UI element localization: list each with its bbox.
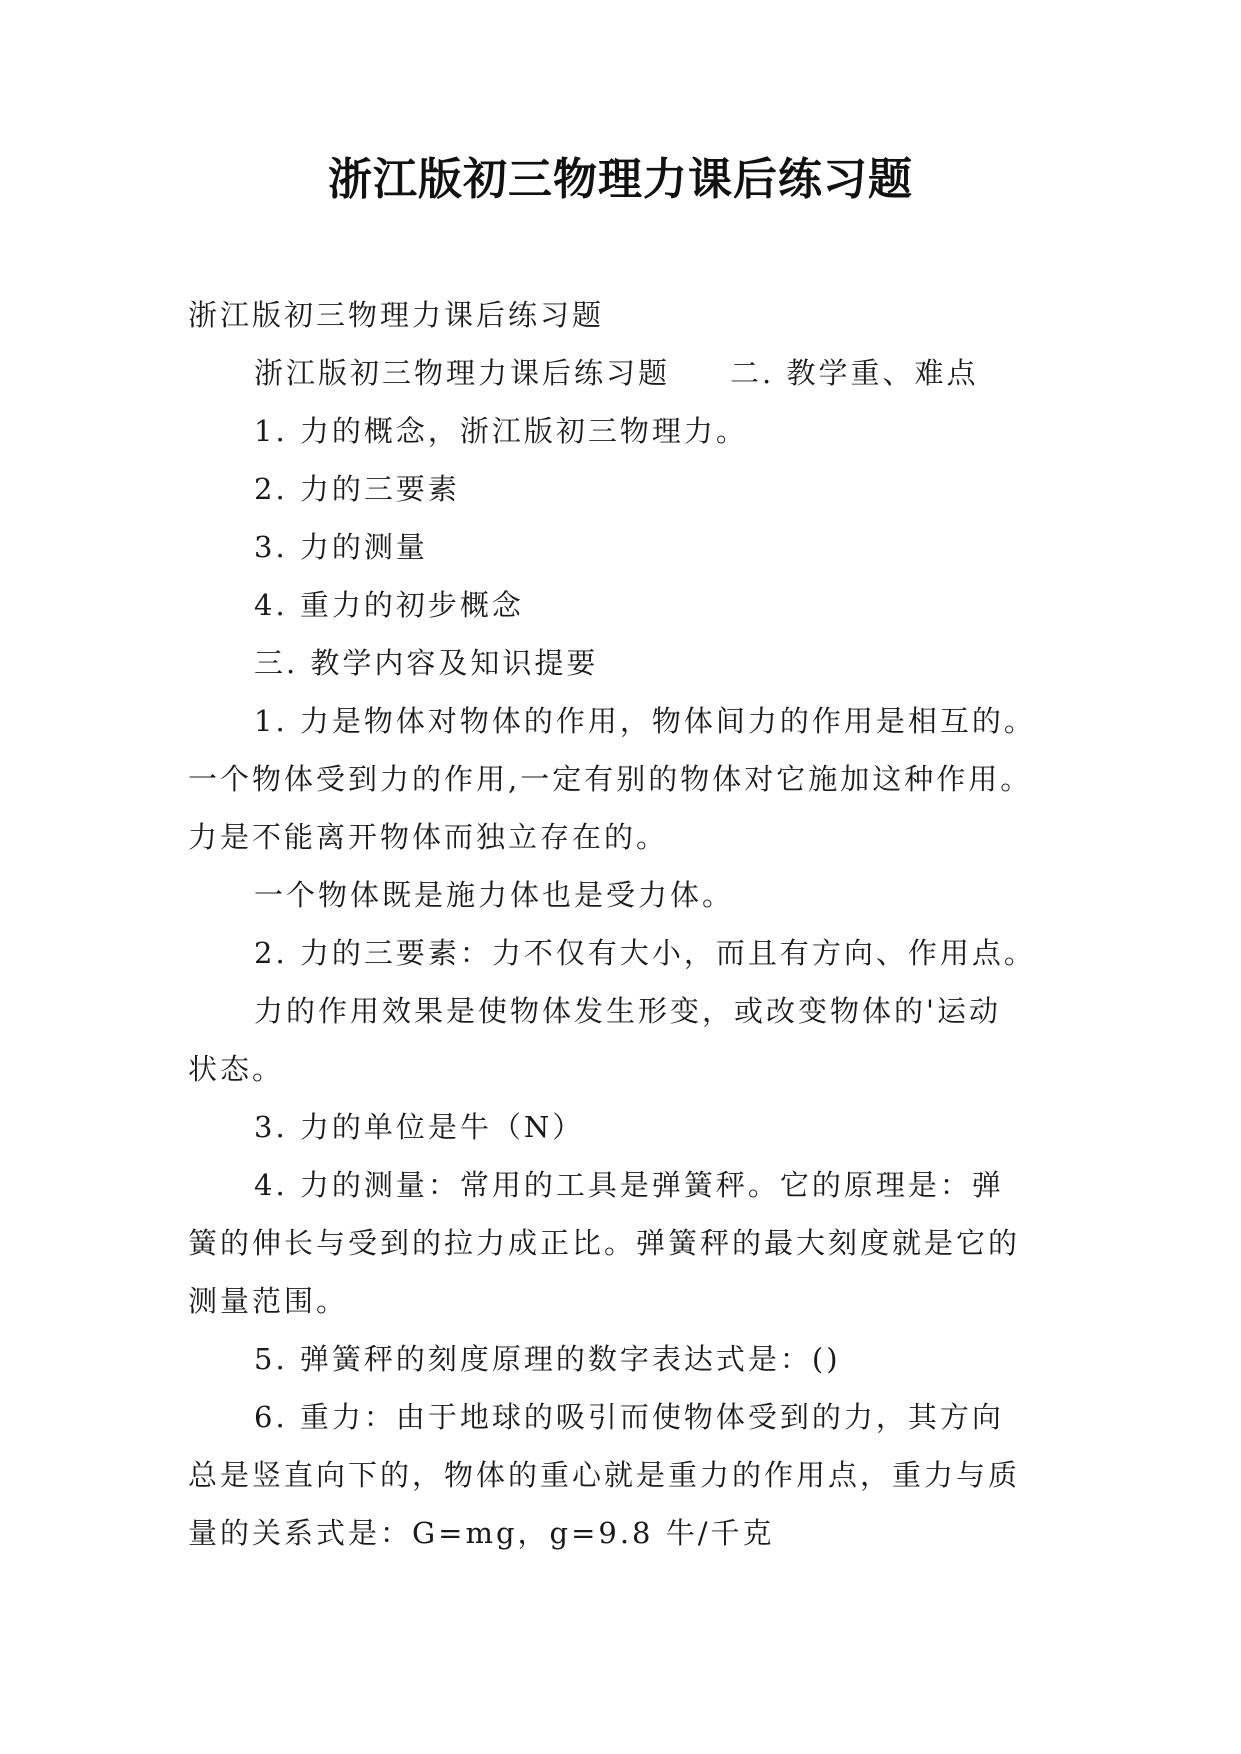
document-title: 浙江版初三物理力课后练习题 <box>328 154 913 205</box>
text-line: 3. 力的单位是牛（N） <box>254 1110 585 1144</box>
text-line: 6. 重力：由于地球的吸引而使物体受到的力，其方向 <box>254 1400 1004 1434</box>
text-line: 1. 力是物体对物体的作用，物体间力的作用是相互的。 <box>254 704 1036 738</box>
text-line: 簧的伸长与受到的拉力成正比。弹簧秤的最大刻度就是它的 <box>188 1226 1021 1260</box>
text-line: 状态。 <box>188 1052 285 1086</box>
text-line: 一个物体既是施力体也是受力体。 <box>254 878 735 912</box>
text-line: 三. 教学内容及知识提要 <box>254 646 599 680</box>
text-line: 3. 力的测量 <box>254 530 428 564</box>
text-line: 一个物体受到力的作用,一定有别的物体对它施加这种作用。 <box>188 762 1033 796</box>
text-line: 2. 力的三要素：力不仅有大小，而且有方向、作用点。 <box>254 936 1036 970</box>
text-line: 总是竖直向下的，物体的重心就是重力的作用点，重力与质 <box>188 1458 1021 1492</box>
text-line: 4. 重力的初步概念 <box>254 588 524 622</box>
document-body <box>188 286 1068 1562</box>
text-segment: 浙江版初三物理力课后练习题 <box>254 356 671 390</box>
text-line: 2. 力的三要素 <box>254 472 460 506</box>
text-line <box>188 344 1068 402</box>
text-line: 力是不能离开物体而独立存在的。 <box>188 820 669 854</box>
text-line: 1. 力的概念，浙江版初三物理力。 <box>254 414 748 448</box>
text-line: 量的关系式是：G=mg，g=9.8 牛/千克 <box>188 1516 775 1550</box>
text-line: 力的作用效果是使物体发生形变，或改变物体的'运动 <box>254 994 1001 1028</box>
text-line: 5. 弹簧秤的刻度原理的数字表达式是：() <box>254 1342 841 1376</box>
text-line: 测量范围。 <box>188 1284 349 1318</box>
text-line: 浙江版初三物理力课后练习题 <box>188 298 605 332</box>
text-segment: 二. 教学重、难点 <box>730 356 979 390</box>
text-line: 4. 力的测量：常用的工具是弹簧秤。它的原理是：弹 <box>254 1168 1004 1202</box>
